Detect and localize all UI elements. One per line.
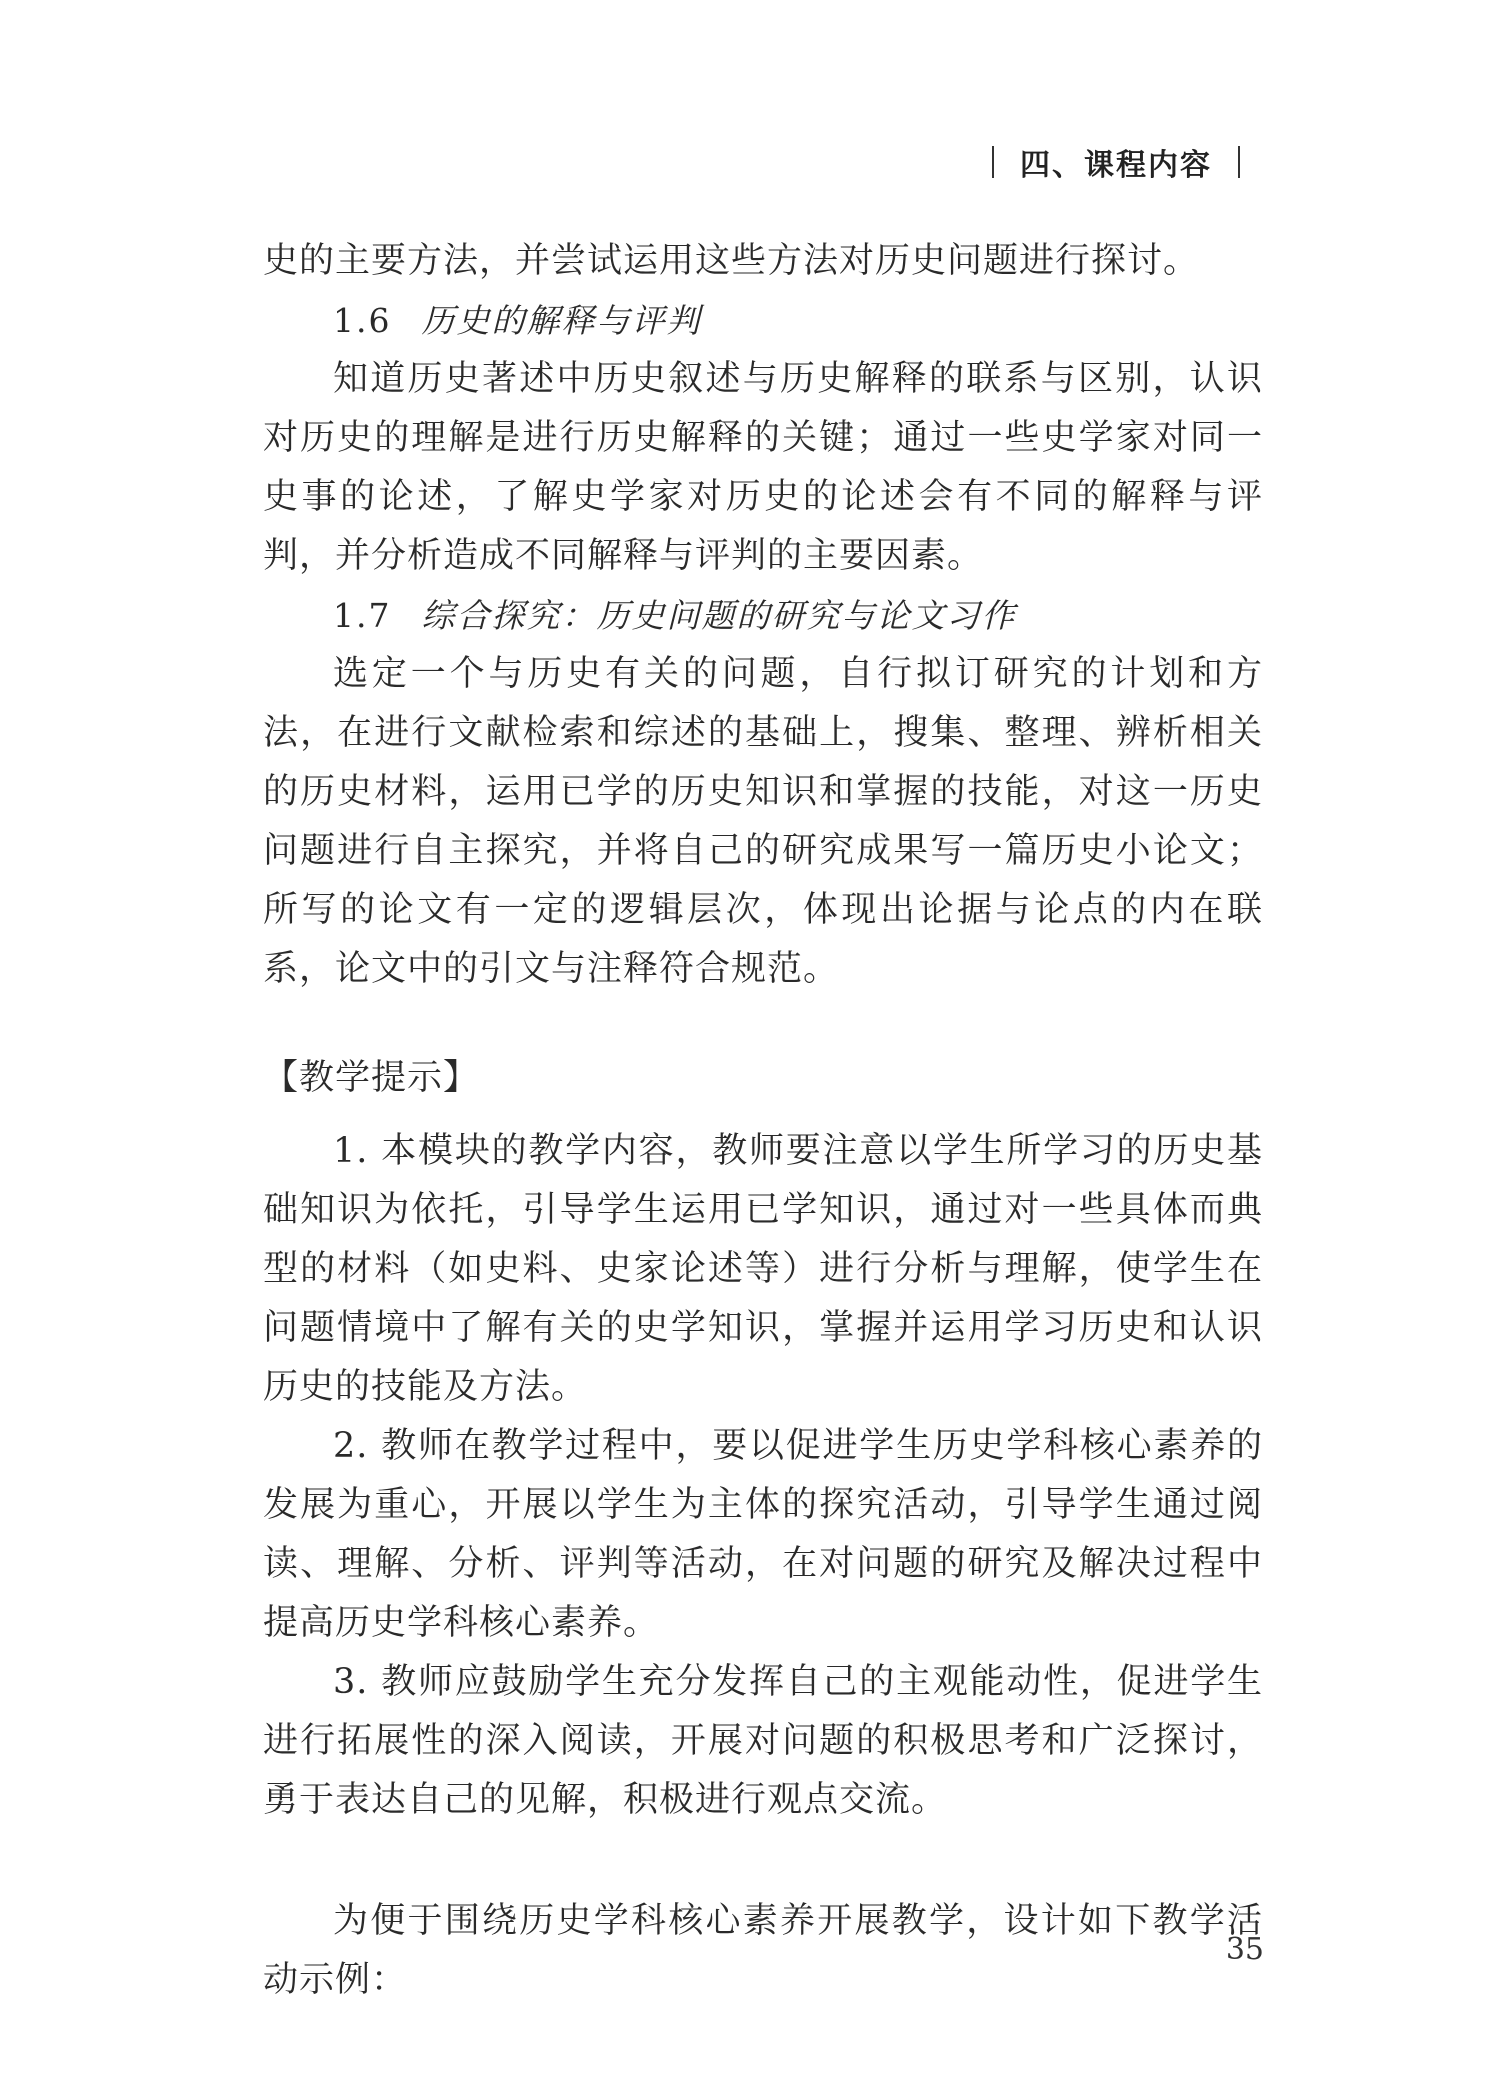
subsection-title: 综合探究：历史问题的研究与论文习作	[421, 596, 1017, 635]
subsection-number: 1.7	[333, 596, 392, 635]
teaching-tip-2: 2. 教师在教学过程中，要以促进学生历史学科核心素养的发展为重心，开展以学生为主体的探究活动，引导学生通过阅读、理解、分析、评判等活动，在对问题的研究及解决过程中提高历史学科核心素养。	[263, 1426, 1263, 1643]
subsection-number: 1.6	[333, 301, 392, 340]
teaching-tip-3: 3. 教师应鼓励学生充分发挥自己的主观能动性，促进学生进行拓展性的深入阅读，开展对问题的积极思考和广泛探讨，勇于表达自己的见解，积极进行观点交流。	[263, 1662, 1263, 1820]
header-left-rule	[992, 146, 994, 178]
page-number: 35	[1225, 1932, 1264, 1967]
paragraph-1-6: 知道历史著述中历史叙述与历史解释的联系与区别，认识对历史的理解是进行历史解释的关键；通过一些史学家对同一史事的论述，了解史学家对历史的论述会有不同的解释与评判，并分析造成不同解释与评判的主要因素。	[263, 359, 1263, 576]
subsection-title: 历史的解释与评判	[421, 301, 702, 340]
header-right-rule	[1238, 146, 1240, 178]
page-body	[263, 232, 1263, 2010]
paragraph-1-7: 选定一个与历史有关的问题，自行拟订研究的计划和方法，在进行文献检索和综述的基础上，搜集、整理、辨析相关的历史材料，运用已学的历史知识和掌握的技能，对这一历史问题进行自主探究，并将自己的研究成果写一篇历史小论文；所写的论文有一定的逻辑层次，体现出论据与论点的内在联系，论文中的引文与注释符合规范。	[263, 654, 1263, 989]
teaching-tips-heading: 【教学提示】	[263, 1058, 480, 1098]
subsection-heading-1-6	[263, 291, 1263, 350]
closing-paragraph: 为便于围绕历史学科核心素养开展教学，设计如下教学活动示例：	[263, 1901, 1263, 2000]
subsection-heading-1-7	[263, 586, 1263, 645]
continued-paragraph: 史的主要方法，并尝试运用这些方法对历史问题进行探讨。	[263, 241, 1200, 281]
chapter-title: 四、课程内容	[1020, 148, 1212, 183]
teaching-tip-1: 1. 本模块的教学内容，教师要注意以学生所学习的历史基础知识为依托，引导学生运用已学知识，通过对一些具体而典型的材料（如史料、史家论述等）进行分析与理解，使学生在问题情境中了解有关的史学知识，掌握并运用学习历史和认识历史的技能及方法。	[263, 1131, 1263, 1407]
section-spacer	[263, 1830, 1263, 1892]
running-header	[966, 140, 1266, 184]
